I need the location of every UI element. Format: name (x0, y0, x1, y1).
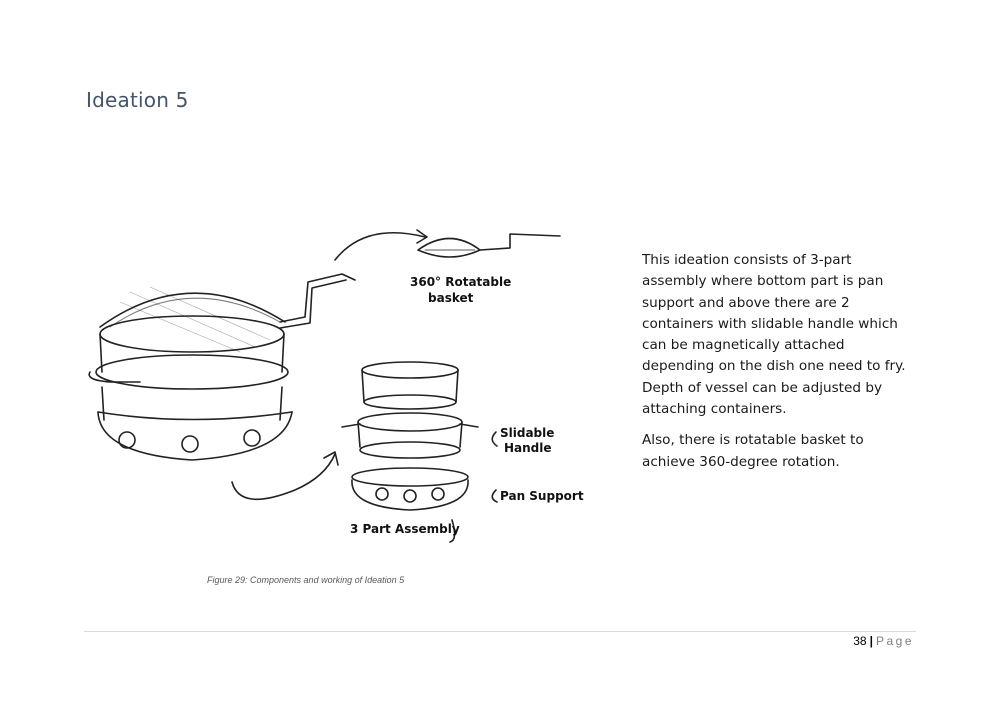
page-separator: | (869, 634, 873, 648)
page-number-footer (853, 634, 914, 648)
page-word: Page (875, 634, 914, 648)
label-handle-line1: Slidable (500, 426, 555, 440)
sketch-drawing (80, 222, 600, 552)
figure-caption: Figure 29: Components and working of Ideation 5 (207, 575, 405, 585)
label-basket-line2: basket (428, 291, 474, 305)
page-number: 38 (853, 634, 867, 648)
label-pan-support: Pan Support (500, 489, 584, 503)
label-handle-line2: Handle (504, 441, 552, 455)
footer-divider (84, 631, 916, 632)
label-basket-line1: 360° Rotatable (410, 275, 512, 289)
ideation-sketch-figure (80, 222, 600, 552)
label-assembly: 3 Part Assembly (350, 522, 460, 536)
page-title: Ideation 5 (86, 88, 189, 112)
description-paragraph-1: This ideation consists of 3-part assembly where bottom part is pan support and above there are 2 containers with slidable handle which can be magnetically attached depending on the dish one need to fry. Depth of vessel can be adjusted by attaching containers. (642, 252, 906, 418)
main-pot-sketch (89, 274, 355, 460)
basket-sketch (418, 234, 560, 257)
ideation-description (642, 250, 914, 483)
description-paragraph-2: Also, there is rotatable basket to achieve 360-degree rotation. (642, 432, 864, 470)
assembly-stack-sketch (342, 362, 478, 510)
